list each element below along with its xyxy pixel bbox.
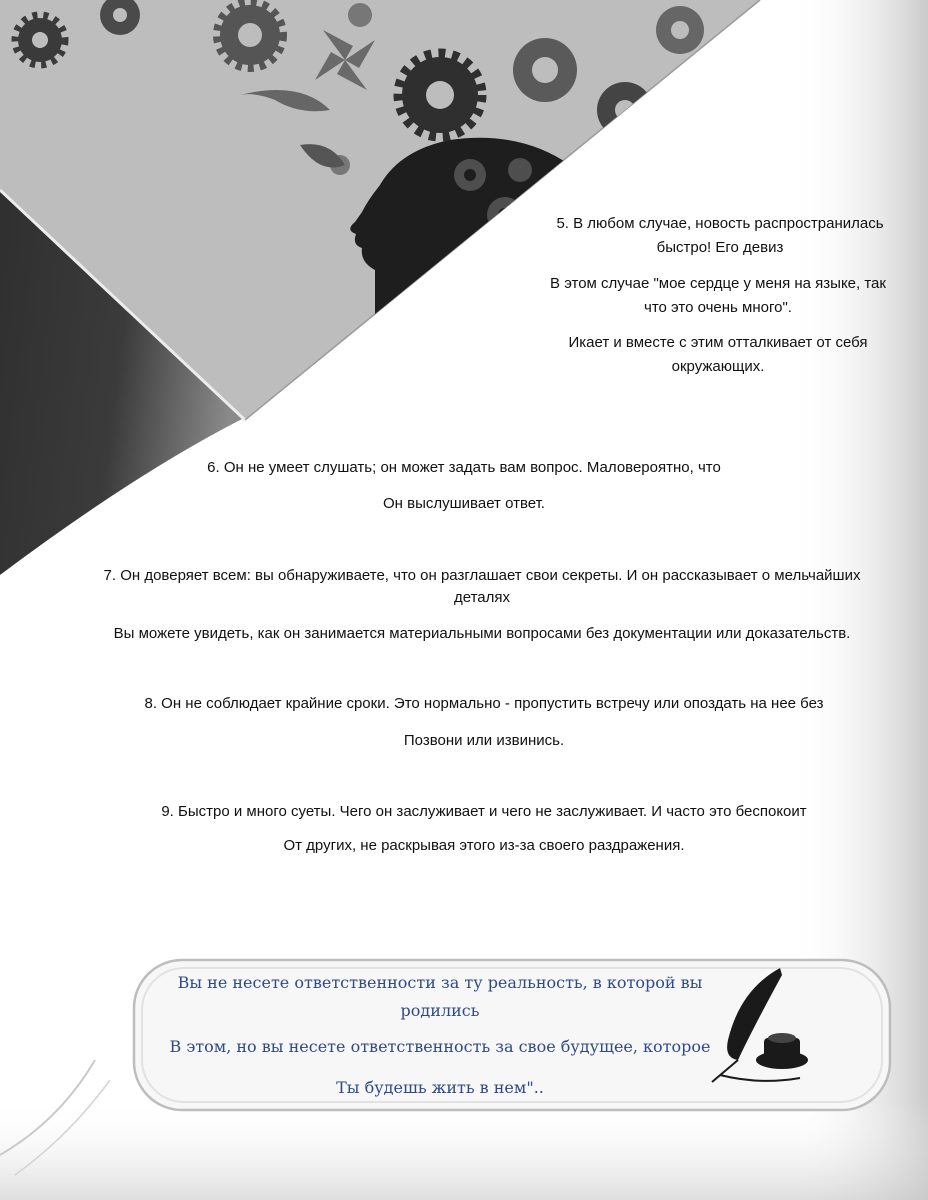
quote-line-3: В этом, но вы несете ответственность за свое будущее, которое bbox=[169, 1037, 711, 1056]
item-5-effect-line-2: окружающих. bbox=[671, 358, 765, 375]
item-8-line-2: Позвони или извинись. bbox=[403, 732, 565, 749]
item-9-line-2: От других, не раскрывая этого из-за своего раздражения. bbox=[283, 837, 685, 854]
quote-line-2: родились bbox=[400, 1001, 480, 1020]
item-8-line-1: 8. Он не соблюдает крайние сроки. Это нормально - пропустить встречу или опоздать на нее без bbox=[144, 695, 824, 712]
item-9-line-1: 9. Быстро и много суеты. Чего он заслуживает и чего не заслуживает. И часто это беспокоит bbox=[161, 803, 807, 820]
item-6-line-1: 6. Он не умеет слушать; он может задать вам вопрос. Маловероятно, что bbox=[207, 459, 721, 476]
quote-line-4: Ты будешь жить в нем".. bbox=[336, 1078, 544, 1097]
quote-line-1: Вы не несете ответственности за ту реальность, в которой вы bbox=[177, 973, 703, 992]
item-5-line-1: 5. В любом случае, новость распространилась bbox=[556, 215, 884, 232]
gear-icon bbox=[597, 82, 653, 138]
item-5-motto-line-2: что это очень много". bbox=[644, 299, 792, 316]
item-5-effect-line-1: Икает и вместе с этим отталкивает от себя bbox=[568, 334, 868, 351]
gear-icon bbox=[656, 6, 704, 54]
item-7-line-3: Вы можете увидеть, как он занимается материальными вопросами без документации или доказательств. bbox=[113, 625, 851, 642]
item-7-line-2: деталях bbox=[453, 589, 510, 606]
item-6-line-2: Он выслушивает ответ. bbox=[383, 495, 545, 512]
item-5-line-2: быстро! Его девиз bbox=[656, 239, 784, 256]
item-5-motto-line-1: В этом случае "мое сердце у меня на языке, так bbox=[550, 275, 886, 292]
gear-icon bbox=[513, 38, 577, 102]
item-7-line-1: 7. Он доверяет всем: вы обнаруживаете, что он разглашает свои секреты. И он рассказывает о мельчайших bbox=[103, 567, 861, 584]
